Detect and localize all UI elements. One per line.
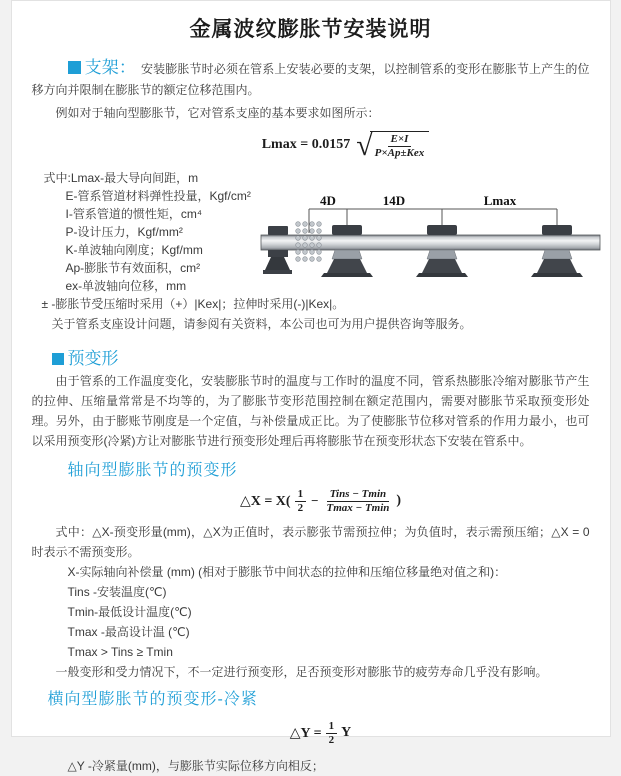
temp-numerator: Tins − Tmin [327, 488, 389, 502]
formula-lateral-half [326, 720, 338, 747]
half-denominator: 2 [295, 502, 307, 515]
half-denominator: 2 [326, 734, 338, 747]
definition-line: ± -膨胀节受压缩时采用（+）|Kex|；拉伸时采用(-)|Kex|。 [42, 295, 590, 313]
sqrt-radical [356, 131, 429, 160]
lateral-note-line: △Y -冷紧量(mm)，与膨胀节实际位移方向相反； [68, 757, 590, 776]
definition-line: E-管系管道材料弹性投量，Kgf/cm² [66, 187, 590, 205]
section-heading-preform [52, 344, 590, 369]
formula-lmax [67, 127, 621, 163]
consult-line: 关于管系支座设计问题，请参阅有关资料，本公司也可为用户提供咨询等服务。 [52, 315, 590, 334]
preform-heading-text: 预变形 [68, 349, 119, 368]
definition-line: 式中:Lmax-最大导向间距，m [44, 169, 590, 187]
axial-note-paragraph: 式中：△X-预变形量(mm)，△X为正值时，表示膨张节需预拉伸；为负值时，表示需预压缩；△X = 0时表示不需预变形。 [32, 522, 590, 562]
definition-line: P-设计压力，Kgf/mm² [66, 223, 590, 241]
formula-lmax-lhs: Lmax = 0.0157 [262, 137, 350, 153]
definition-line: Tins -安装温度(℃) [68, 582, 590, 602]
sliding-support [321, 225, 373, 277]
preform-body-paragraph: 由于管系的工作温度变化，安装膨胀节时的温度与工作时的温度不同，管系热膨胀冷缩对膨胀节产生的拉伸、压缩量常常是不均等的，为了膨胀节变形范围控制在额定范围内，需要对膨胀节采取预变形处理。另外，由于膨账节刚度是一个定值，与补偿量成正比。为了使膨胀节位移对管系的作用力最小，也可以采用预变形(冷紧)方让对膨胀节进行预变形处理后再将膨胀节在预变形状态下安装在管系中。 [32, 371, 590, 451]
definition-line: X-实际轴向补偿量 (mm) (相对于膨胀节中间状态的拉伸和压缩位移量绝对值之和)： [68, 562, 590, 582]
formula-axial-rhs: ) [396, 493, 401, 509]
definition-line: ex-单波轴向位移，mm [66, 277, 590, 295]
definition-line: I-管系管道的惯性矩，cm⁴ [66, 205, 590, 223]
dimension-label-lmax: Lmax [483, 193, 516, 208]
section-bullet-icon [52, 353, 64, 365]
formula-lmax-denominator: P×Ap±Kex [372, 147, 428, 160]
formula-lateral-rhs: Y [341, 725, 351, 741]
formula-axial-half [295, 488, 307, 515]
temp-denominator: Tmax − Tmin [324, 502, 393, 515]
formula-axial-lhs: △X = X( [240, 493, 291, 510]
sliding-support [531, 225, 583, 277]
definition-line: Tmax > Tins ≥ Tmin [68, 642, 590, 662]
support-intro-paragraph [32, 57, 590, 101]
minus-operator: − [311, 493, 318, 509]
dimension-label-4d: 4D [320, 193, 336, 208]
dimension-label-14d: 14D [382, 193, 404, 208]
axial-definitions [32, 562, 590, 662]
half-numerator: 1 [295, 488, 307, 502]
support-example-line: 例如对于轴向型膨胀节，它对管系支座的基本要求如图所示： [32, 103, 590, 123]
page-title: 金属波纹膨胀节安装说明 [32, 13, 590, 43]
axial-remark: 一般变形和受力情况下，不一定进行预变形，足否预变形对膨胀节的疲劳寿命几乎没有影响。 [32, 662, 590, 682]
formula-lateral-lhs: △Y = [290, 725, 322, 742]
formula-lmax-numerator: E×I [388, 133, 412, 147]
formula-axial-temp-fraction [324, 488, 393, 515]
definition-line: K-单波轴向刚度；Kgf/mm [66, 241, 590, 259]
half-numerator: 1 [326, 720, 338, 734]
section-heading-support: 支架： [85, 58, 137, 77]
formula-lmax-fraction [372, 133, 428, 160]
section-bullet-icon [68, 61, 81, 74]
definition-line: Ap-膨胀节有效面积，cm² [66, 259, 590, 277]
radical-sign-icon: √ [356, 133, 372, 159]
formula-lateral-preform [42, 717, 600, 749]
support-intro-text: 安装膨胀节时必须在管系上安装必要的支架，以控制管系的变形在膨胀节上产生的位移方向并限制在膨胀节的额定位移范围内。 [32, 62, 590, 97]
pipe-support-diagram [260, 191, 608, 287]
subsection-heading-lateral: 横向型膨胀节的预变形-冷紧 [48, 686, 590, 709]
subsection-heading-axial: 轴向型膨胀节的预变形 [68, 457, 590, 480]
definition-line: Tmin-最低设计温度(℃) [68, 602, 590, 622]
sliding-support [416, 225, 468, 277]
definition-line: Tmax -最高设计温 (℃) [68, 622, 590, 642]
formula-axial-preform [42, 484, 600, 518]
document-page [11, 0, 611, 737]
